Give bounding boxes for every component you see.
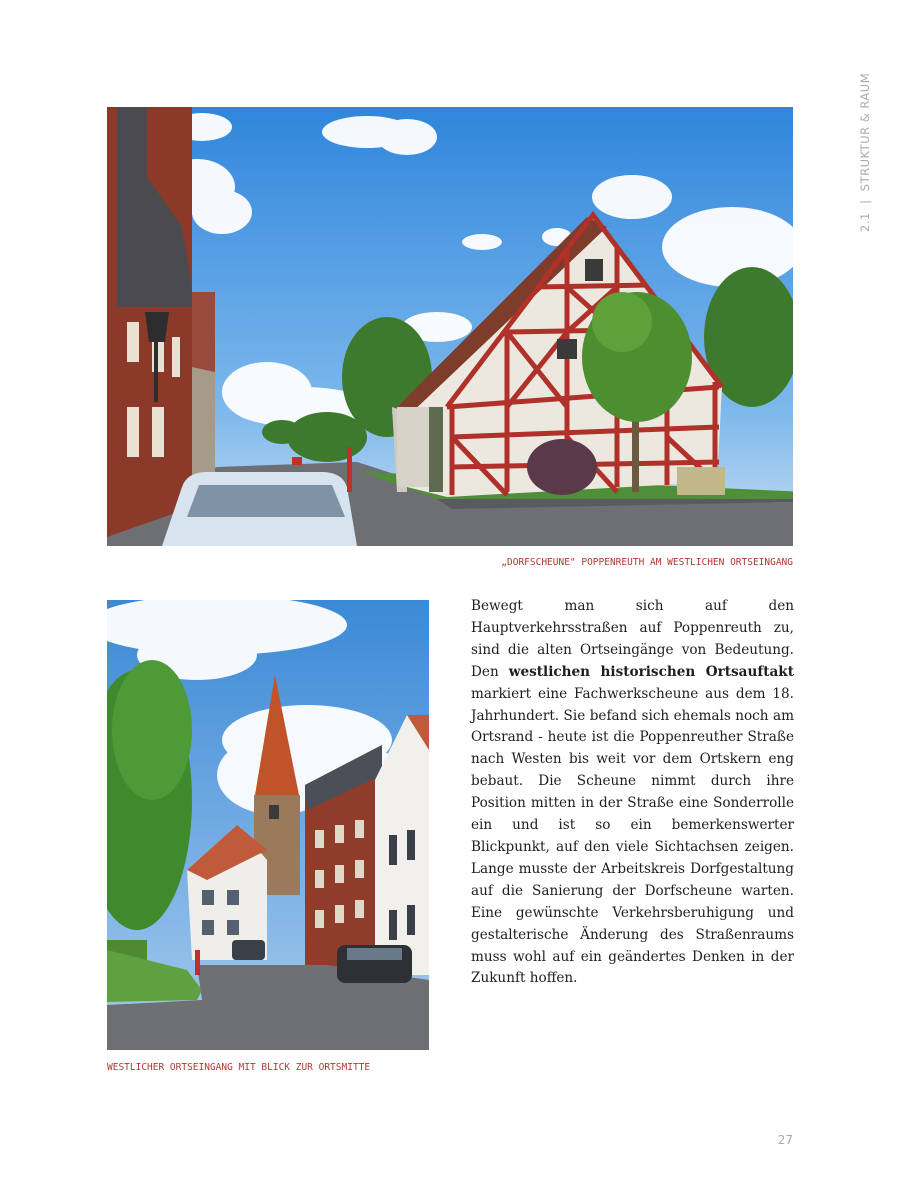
body-paragraph [471, 596, 794, 990]
photo-dorfscheune-image [107, 107, 793, 546]
photo-ortseingang-image [107, 600, 429, 1050]
page-number: 27 [777, 1133, 793, 1147]
body-text-part2: markiert eine Fachwerkscheune aus dem 18. Jahrhundert. Sie befand sich ehemals noch am Ortsrand - heute ist die Poppenreuther Straße nach Westen bis weit vor dem Ortskern eng bebaut. Die Scheune nimmt durch ihre Position mitten in der Straße eine Sonderrolle ein und ist so ein bemerkenswerter Blickpunkt, auf den viele Sichtachsen zeigen. Lange musste der Arbeitskreis Dorfgestaltung auf die Sanierung der Dorfscheune warten. Eine gewünschte Verkehrsberuhigung und gestalterische Änderung des Straßenraums muss wohl auf ein geändertes Denken in der Zukunft hoffen. [471, 685, 794, 987]
section-side-label [858, 73, 872, 232]
photo-dorfscheune [107, 107, 793, 546]
section-divider: | [858, 195, 872, 209]
section-title: STRUKTUR & RAUM [858, 72, 872, 192]
body-text-part1: Bewegt man sich auf den Hauptverkehrsstraßen auf Poppenreuth zu, sind die alten Ortseingänge von Bedeutung. Den [471, 598, 794, 680]
photo-left-caption: WESTLICHER ORTSEINGANG MIT BLICK ZUR ORTSMITTE [107, 1062, 371, 1073]
photo-ortseingang [107, 600, 429, 1050]
body-paragraph-text [471, 596, 794, 990]
body-text-emphasis: westlichen historischen Ortsauftakt [508, 663, 794, 680]
section-number: 2.1 [858, 212, 872, 232]
photo-top-caption: „DORFSCHEUNE" POPPENREUTH AM WESTLICHEN ORTSEINGANG [501, 557, 793, 568]
